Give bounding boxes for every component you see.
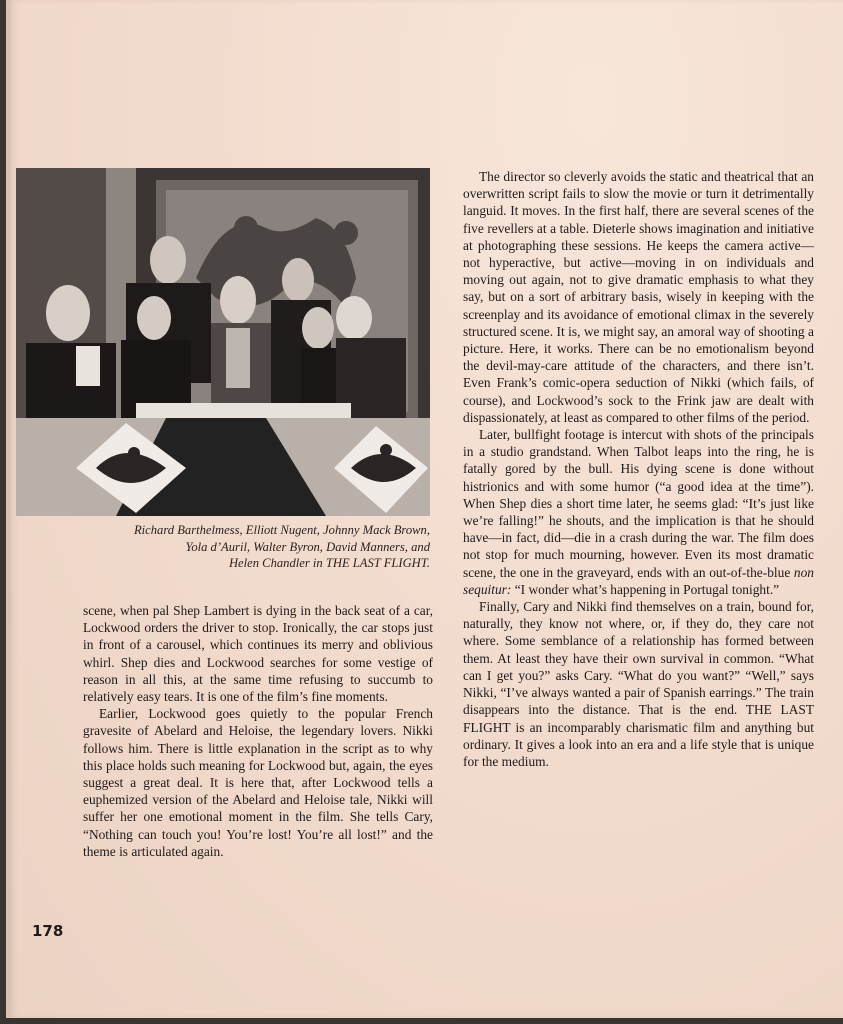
right-text-column (463, 168, 814, 770)
caption-line-2: Yola d’Auril, Walter Byron, David Manners, and (185, 539, 430, 554)
film-still-illustration (16, 168, 430, 516)
right-paragraph-1: The director so cleverly avoids the static and theatrical that an overwritten script fails to slow the movie or turn it detrimentally languid. It moves. In the first half, there are several scenes of the five revellers at a table. Dieterle shows imagination and initiative at photographing these sessions. He keeps the camera active—not hyperactive, but active—moving in on individuals and moving out again, not to give dramatic emphasis to what they say, but on a sort of arbitrary basis, wisely in keeping with the screenplay and its avoidance of emotional climax in the severely structured scene. It is, we might say, an amoral way of shooting a picture. Here, it works. There can be no emotionalism beyond the devil-may-care attitude of the characters, and there isn’t. Even Frank’s comic-opera seduction of Nikki (which fails, of course), and Lockwood’s sock to the Frink jaw are dealt with dispassionately, at least as compared to other films of the period. (463, 169, 814, 425)
caption-line-1: Richard Barthelmess, Elliott Nugent, Johnny Mack Brown, (133, 523, 430, 537)
right-paragraph-2-text: Later, bullfight footage is intercut with shots of the principals in a studio grandstand. When Talbot leaps into the ring, he is fatally gored by the bull. His dying scene is done without histrionics and with some humor (“a good idea at the time”). When Shep dies a short time later, he seems glad: “It’s just like we’re falling!” he shouts, and the implication is that he should have—in fact, did—die in a crash during the war. The film does not stop for much mourning, however. Even its most dramatic scene, the one in the graveyard, ends with an out-of-the-blue (463, 427, 814, 580)
right-paragraph-3: Finally, Cary and Nikki find themselves on a train, bound for, naturally, they know not where, or, if they do, they care not where. Some semblance of a relationship has formed between them. At least they have their own survival in common. “What can I get you?” asks Cary. “What do you want?” “Well,” says Nikki, “I’ve always wanted a pair of Spanish earrings.” The train disappears into the distance. That is the end. THE LAST FLIGHT is an incomparably charismatic film and anything but ordinary. It gives a look into an era and a life style that is unique for the medium. (463, 599, 814, 769)
film-still-photo (16, 168, 430, 516)
caption-line-3: Helen Chandler in THE LAST FLIGHT. (228, 556, 430, 570)
right-paragraph-2-quote: “I wonder what’s happening in Portugal tonight.” (511, 581, 780, 597)
photo-caption (30, 522, 430, 572)
left-paragraph-2: Earlier, Lockwood goes quietly to the popular French gravesite of Abelard and Heloise, the legendary lovers. Nikki follows him. There is little explanation in the script as to why this place holds such meaning for Lockwood but, again, the eyes suggest a great deal. It is here that, after Lockwood tells a euphemized version of the Abelard and Heloise tale, Nikki will suffer her one emotional moment in the film. She tells Cary, “Nothing can touch you! You’re lost! You’re all lost!” and the theme is articulated again. (83, 706, 433, 859)
page-number: 178 (32, 922, 64, 940)
left-paragraph-1: scene, when pal Shep Lambert is dying in the back seat of a car, Lockwood orders the driver to stop. Ironically, the car stops just in front of a carousel, which continues its merry and oblivious whirl. Shep dies and Lockwood searches for some vestige of reason in all this, at the same time refusing to succumb to relatively easy tears. It is one of the film’s fine moments. (83, 603, 433, 705)
right-paragraph-2 (463, 426, 814, 598)
left-text-column (83, 602, 433, 860)
page-binding-edge (6, 0, 10, 1018)
right-paragraph-2-italic: non sequitur: (463, 564, 814, 597)
